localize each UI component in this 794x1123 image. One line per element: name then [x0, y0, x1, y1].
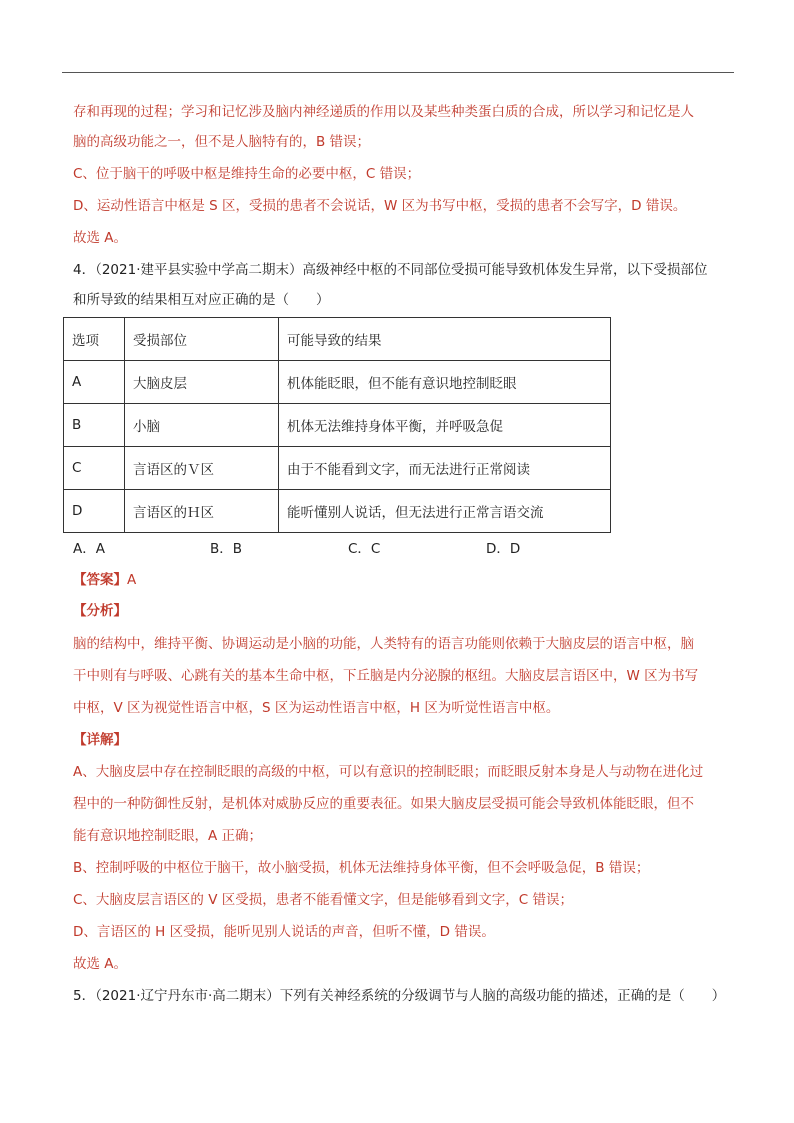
detail-line-2: 程中的一种防御性反射，是机体对威胁反应的重要表征。如果大脑皮层受损可能会导致机体能眨眼，但不	[73, 796, 694, 812]
table-header-cell: 可能导致的结果	[279, 318, 611, 361]
table-row	[64, 361, 611, 404]
prev-detail-line-4: D、运动性语言中枢是 S 区，受损的患者不会说话，W 区为书写中枢，受损的患者不会写字，D 错误。	[73, 198, 687, 214]
table-cell: A	[64, 361, 125, 404]
table-cell: 机体能眨眼，但不能有意识地控制眨眼	[279, 361, 611, 404]
q4-stem-line-2: 和所导致的结果相互对应正确的是（ ）	[73, 292, 330, 308]
table-row	[64, 447, 611, 490]
prev-detail-line-1: 存和再现的过程；学习和记忆涉及脑内神经递质的作用以及某些种类蛋白质的合成，所以学习和记忆是人	[73, 104, 694, 120]
analysis-label: 【分析】	[73, 603, 127, 619]
table-cell: C	[64, 447, 125, 490]
q4-option-d: D．D	[486, 541, 521, 557]
q4-stem-line-1: 4．（2021·建平县实验中学高二期末）高级神经中枢的不同部位受损可能导致机体发生异常，以下受损部位	[73, 262, 708, 278]
prev-choice: 故选 A。	[73, 230, 128, 246]
prev-detail-line-2: 脑的高级功能之一，但不是人脑特有的，B 错误；	[73, 134, 371, 150]
table-header-cell: 受损部位	[125, 318, 279, 361]
q5-stem: 5．（2021·辽宁丹东市·高二期末）下列有关神经系统的分级调节与人脑的高级功能的描述，正确的是（ ）	[73, 988, 726, 1004]
analysis-line-2: 干中则有与呼吸、心跳有关的基本生命中枢，下丘脑是内分泌腺的枢纽。大脑皮层言语区中，W 区为书写	[73, 668, 699, 684]
table-header-cell: 选项	[64, 318, 125, 361]
q4-table	[63, 317, 611, 533]
prev-detail-line-3: C、位于脑干的呼吸中枢是维持生命的必要中枢，C 错误；	[73, 166, 421, 182]
detail-line-5: C、大脑皮层言语区的 V 区受损，患者不能看懂文字，但是能够看到文字，C 错误；	[73, 892, 573, 908]
table-cell: 机体无法维持身体平衡，并呼吸急促	[279, 404, 611, 447]
detail-label: 【详解】	[73, 732, 127, 748]
table-cell: 小脑	[125, 404, 279, 447]
table-cell: 言语区的Ｖ区	[125, 447, 279, 490]
detail-line-3: 能有意识地控制眨眼，A 正确；	[73, 828, 263, 844]
q4-option-b: B．B	[210, 541, 243, 557]
table-cell: 能听懂别人说话，但无法进行正常言语交流	[279, 490, 611, 533]
table-cell: 由于不能看到文字，而无法进行正常阅读	[279, 447, 611, 490]
detail-line-1: A、大脑皮层中存在控制眨眼的高级的中枢，可以有意识的控制眨眼；而眨眼反射本身是人与动物在进化过	[73, 764, 704, 780]
detail-line-4: B、控制呼吸的中枢位于脑干，故小脑受损，机体无法维持身体平衡，但不会呼吸急促，B 错误；	[73, 860, 650, 876]
detail-line-6: D、言语区的 H 区受损，能听见别人说话的声音，但听不懂，D 错误。	[73, 924, 495, 940]
table-header-row	[64, 318, 611, 361]
table-cell: D	[64, 490, 125, 533]
table-cell: 大脑皮层	[125, 361, 279, 404]
analysis-line-1: 脑的结构中，维持平衡、协调运动是小脑的功能，人类特有的语言功能则依赖于大脑皮层的语言中枢，脑	[73, 636, 694, 652]
header-rule	[62, 72, 734, 73]
q4-answer	[73, 570, 734, 590]
table-row	[64, 404, 611, 447]
table-cell: 言语区的Ｈ区	[125, 490, 279, 533]
answer-value: A	[127, 572, 137, 588]
table-cell: B	[64, 404, 125, 447]
q4-choice: 故选 A。	[73, 956, 128, 972]
table-row	[64, 490, 611, 533]
q4-option-a: A．A	[73, 541, 105, 557]
analysis-line-3: 中枢，V 区为视觉性语言中枢，S 区为运动性语言中枢，H 区为听觉性语言中枢。	[73, 700, 560, 716]
answer-label: 【答案】	[73, 572, 127, 588]
q4-option-c: C．C	[348, 541, 381, 557]
